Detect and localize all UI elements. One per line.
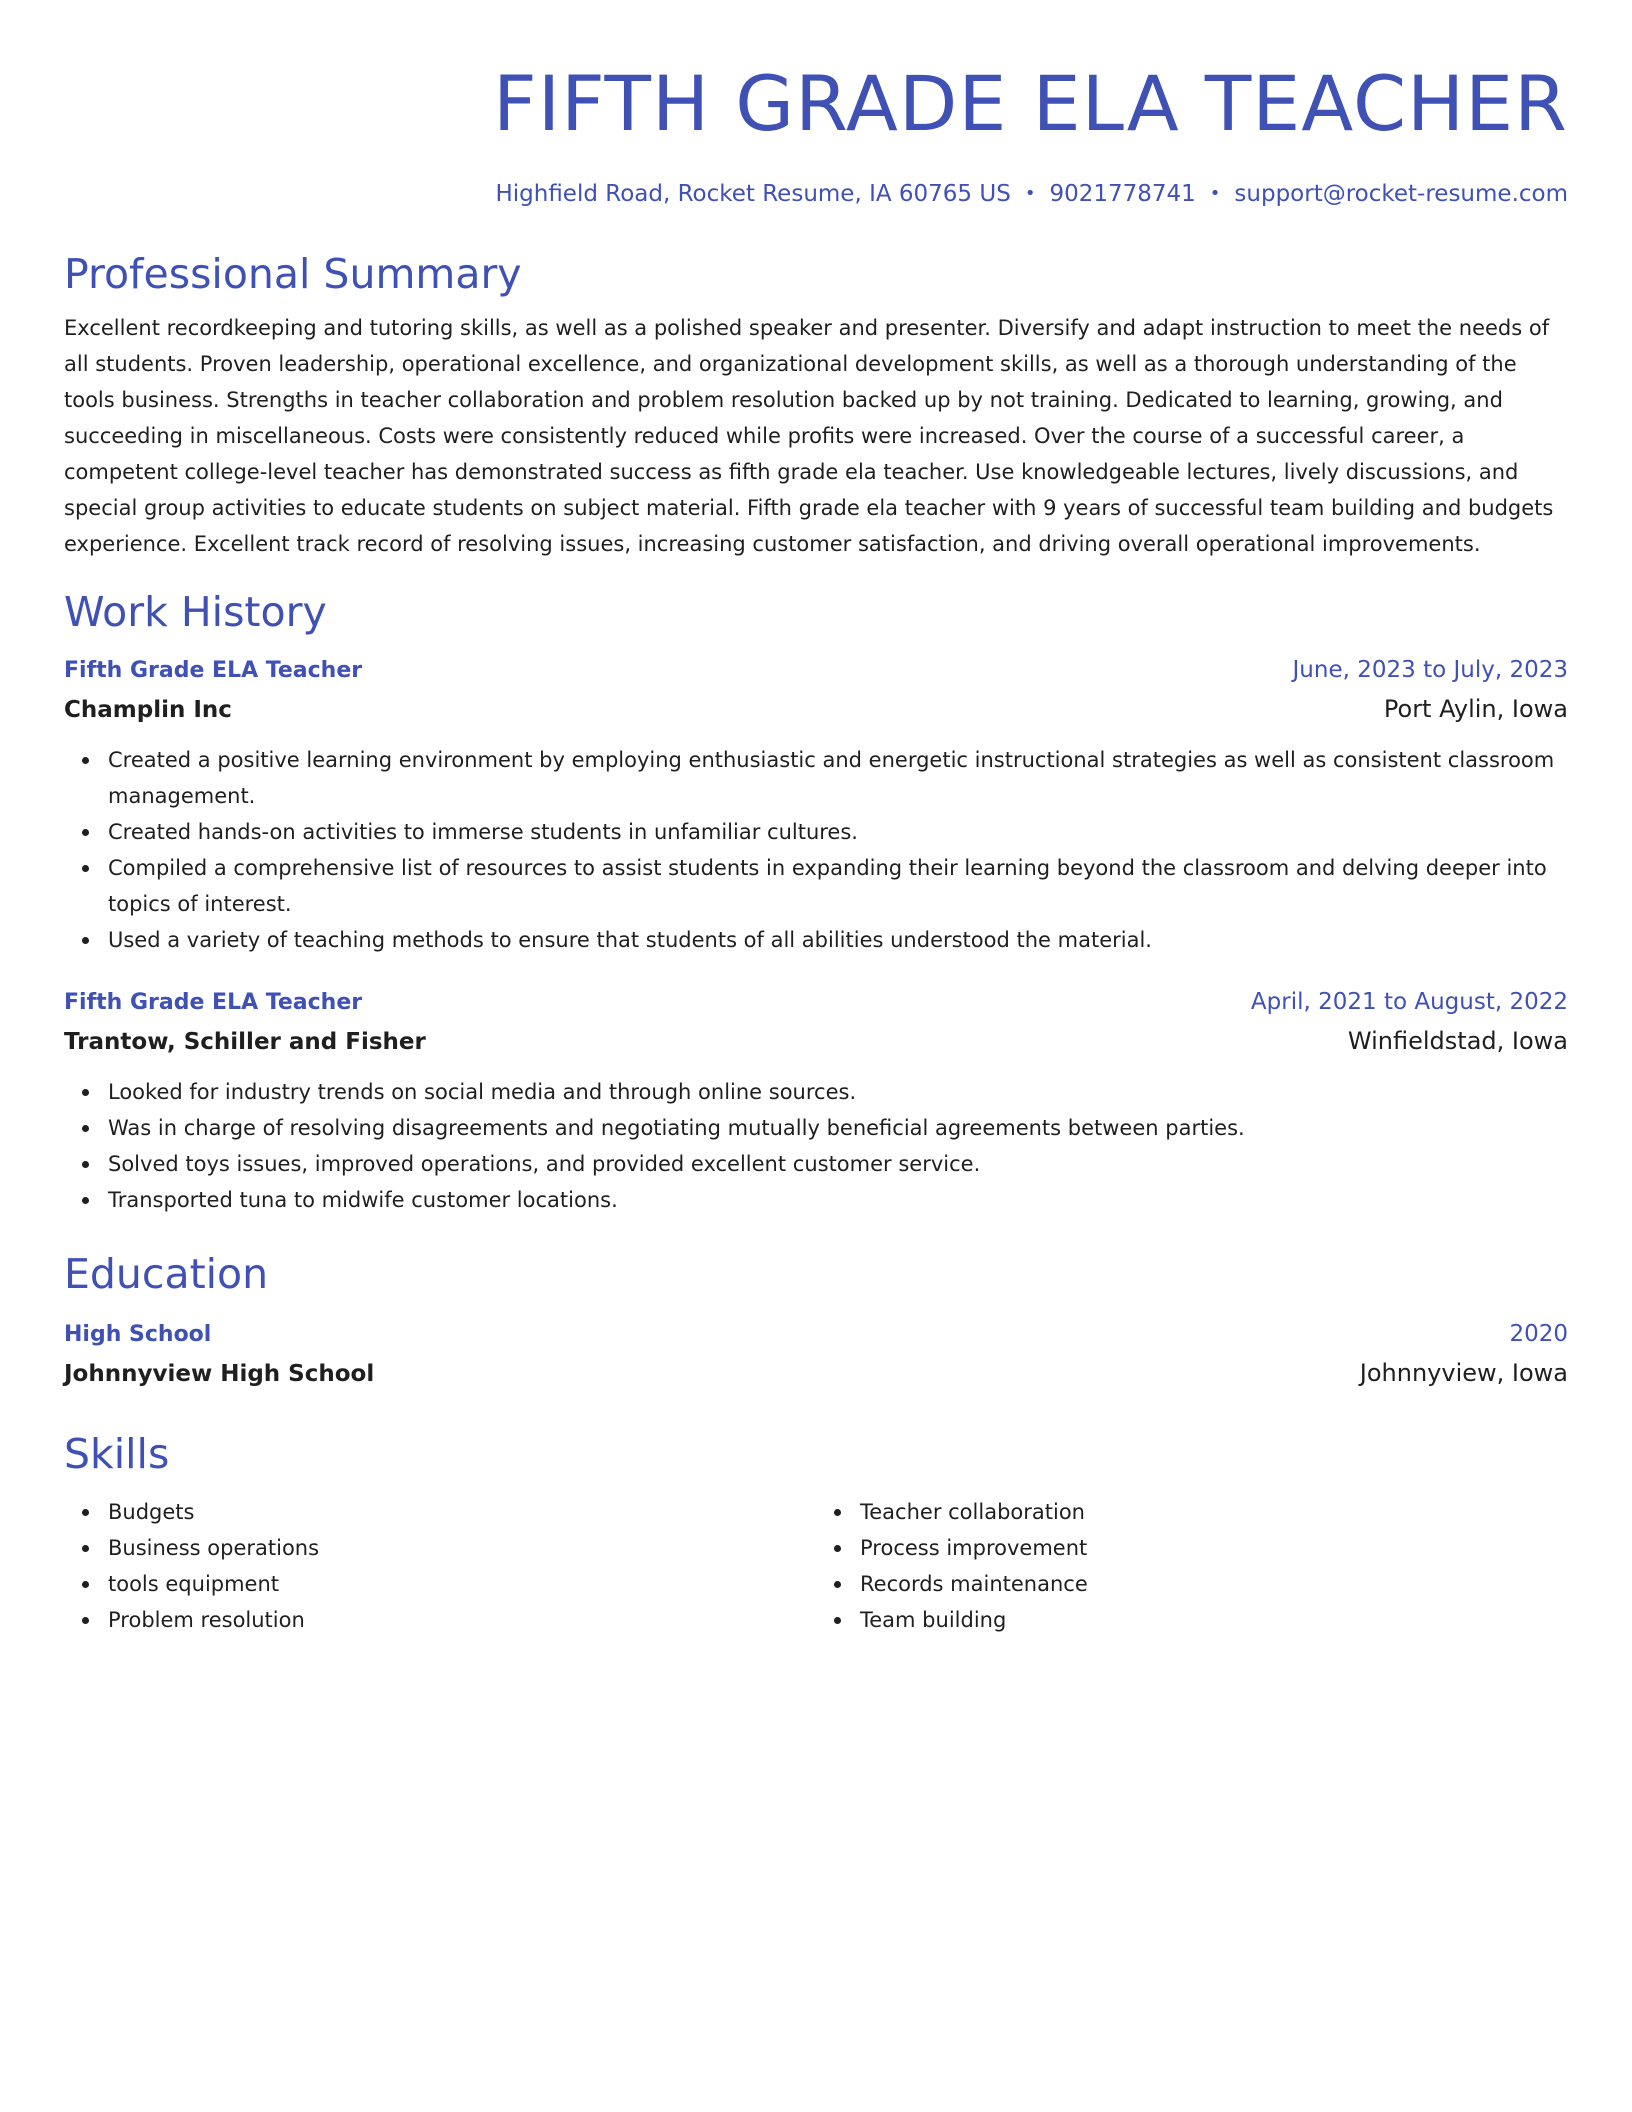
section-title-summary: Professional Summary — [64, 250, 522, 298]
skill-item: tools equipment — [108, 1566, 816, 1602]
job-employer: Trantow, Schiller and Fisher — [64, 1029, 426, 1055]
education-school-row — [64, 1353, 1568, 1394]
education-entry — [64, 1316, 1568, 1394]
contact-separator: • — [1024, 183, 1036, 204]
job-bullet: Compiled a comprehensive list of resources to assist students in expanding their learning beyond the classroom and delving deeper into topics of interest. — [108, 850, 1568, 922]
section-title-education: Education — [64, 1250, 269, 1298]
job-bullet: Solved toys issues, improved operations, and provided excellent customer service. — [108, 1146, 1568, 1182]
job-bullet: Created a positive learning environment by employing enthusiastic and energetic instructional strategies as well as consistent classroom management. — [108, 742, 1568, 814]
resume-title: FIFTH GRADE ELA TEACHER — [493, 59, 1568, 148]
job-role: Fifth Grade ELA Teacher — [64, 990, 363, 1015]
education-year: 2020 — [1509, 1321, 1568, 1347]
job-header-row — [64, 984, 1568, 1021]
skill-item: Business operations — [108, 1530, 816, 1566]
job-entry — [64, 984, 1568, 1218]
section-title-work-history: Work History — [64, 588, 327, 636]
skill-item: Problem resolution — [108, 1602, 816, 1638]
job-dates: June, 2023 to July, 2023 — [1292, 657, 1568, 683]
section-title-skills: Skills — [64, 1430, 170, 1478]
skill-item: Budgets — [108, 1494, 816, 1530]
job-bullet: Used a variety of teaching methods to ensure that students of all abilities understood the material. — [108, 922, 1568, 958]
skill-item: Records maintenance — [860, 1566, 1568, 1602]
education-header-row — [64, 1316, 1568, 1353]
contact-phone: 9021778741 — [1049, 181, 1196, 207]
contact-email[interactable]: support@rocket-resume.com — [1234, 181, 1568, 207]
job-bullet: Created hands-on activities to immerse students in unfamiliar cultures. — [108, 814, 1568, 850]
job-bullets — [64, 742, 1568, 958]
job-employer-row — [64, 1021, 1568, 1062]
skills-column-right — [816, 1494, 1568, 1638]
job-entry — [64, 652, 1568, 958]
education-degree: High School — [64, 1322, 212, 1347]
skill-item: Teacher collaboration — [860, 1494, 1568, 1530]
skill-item: Process improvement — [860, 1530, 1568, 1566]
job-location: Port Aylin, Iowa — [1383, 695, 1568, 723]
job-employer: Champlin Inc — [64, 697, 232, 723]
skill-item: Team building — [860, 1602, 1568, 1638]
job-bullets — [64, 1074, 1568, 1218]
skills-grid — [64, 1494, 1568, 1638]
education-school: Johnnyview High School — [64, 1361, 375, 1387]
education-location: Johnnyview, Iowa — [1359, 1359, 1568, 1387]
job-location: Winfieldstad, Iowa — [1347, 1027, 1568, 1055]
skills-column-left — [64, 1494, 816, 1638]
contact-line — [64, 178, 1568, 210]
job-employer-row — [64, 689, 1568, 730]
job-bullet: Was in charge of resolving disagreements and negotiating mutually beneficial agreements between parties. — [108, 1110, 1568, 1146]
job-role: Fifth Grade ELA Teacher — [64, 658, 363, 683]
job-dates: April, 2021 to August, 2022 — [1250, 989, 1568, 1015]
contact-address: Highfield Road, Rocket Resume, IA 60765 US — [495, 181, 1011, 207]
summary-text: Excellent recordkeeping and tutoring skills, as well as a polished speaker and presenter. Diversify and adapt instruction to meet the needs of all students. Proven leadership, operational excellence, and organizational development skills, as well as a thorough understanding of the tools business. Strengths in teacher collaboration and problem resolution backed up by not training. Dedicated to learning, growing, and succeeding in miscellaneous. Costs were consistently reduced while profits were increased. Over the course of a successful career, a competent college-level teacher has demonstrated success as fifth grade ela teacher. Use knowledgeable lectures, lively discussions, and special group activities to educate students on subject material. Fifth grade ela teacher with 9 years of successful team building and budgets experience. Excellent track record of resolving issues, increasing customer satisfaction, and driving overall operational improvements. — [64, 316, 1554, 556]
skills-list — [816, 1494, 1568, 1638]
job-bullet: Looked for industry trends on social media and through online sources. — [108, 1074, 1568, 1110]
contact-separator: • — [1209, 183, 1221, 204]
job-header-row — [64, 652, 1568, 689]
skills-list — [64, 1494, 816, 1638]
job-bullet: Transported tuna to midwife customer locations. — [108, 1182, 1568, 1218]
